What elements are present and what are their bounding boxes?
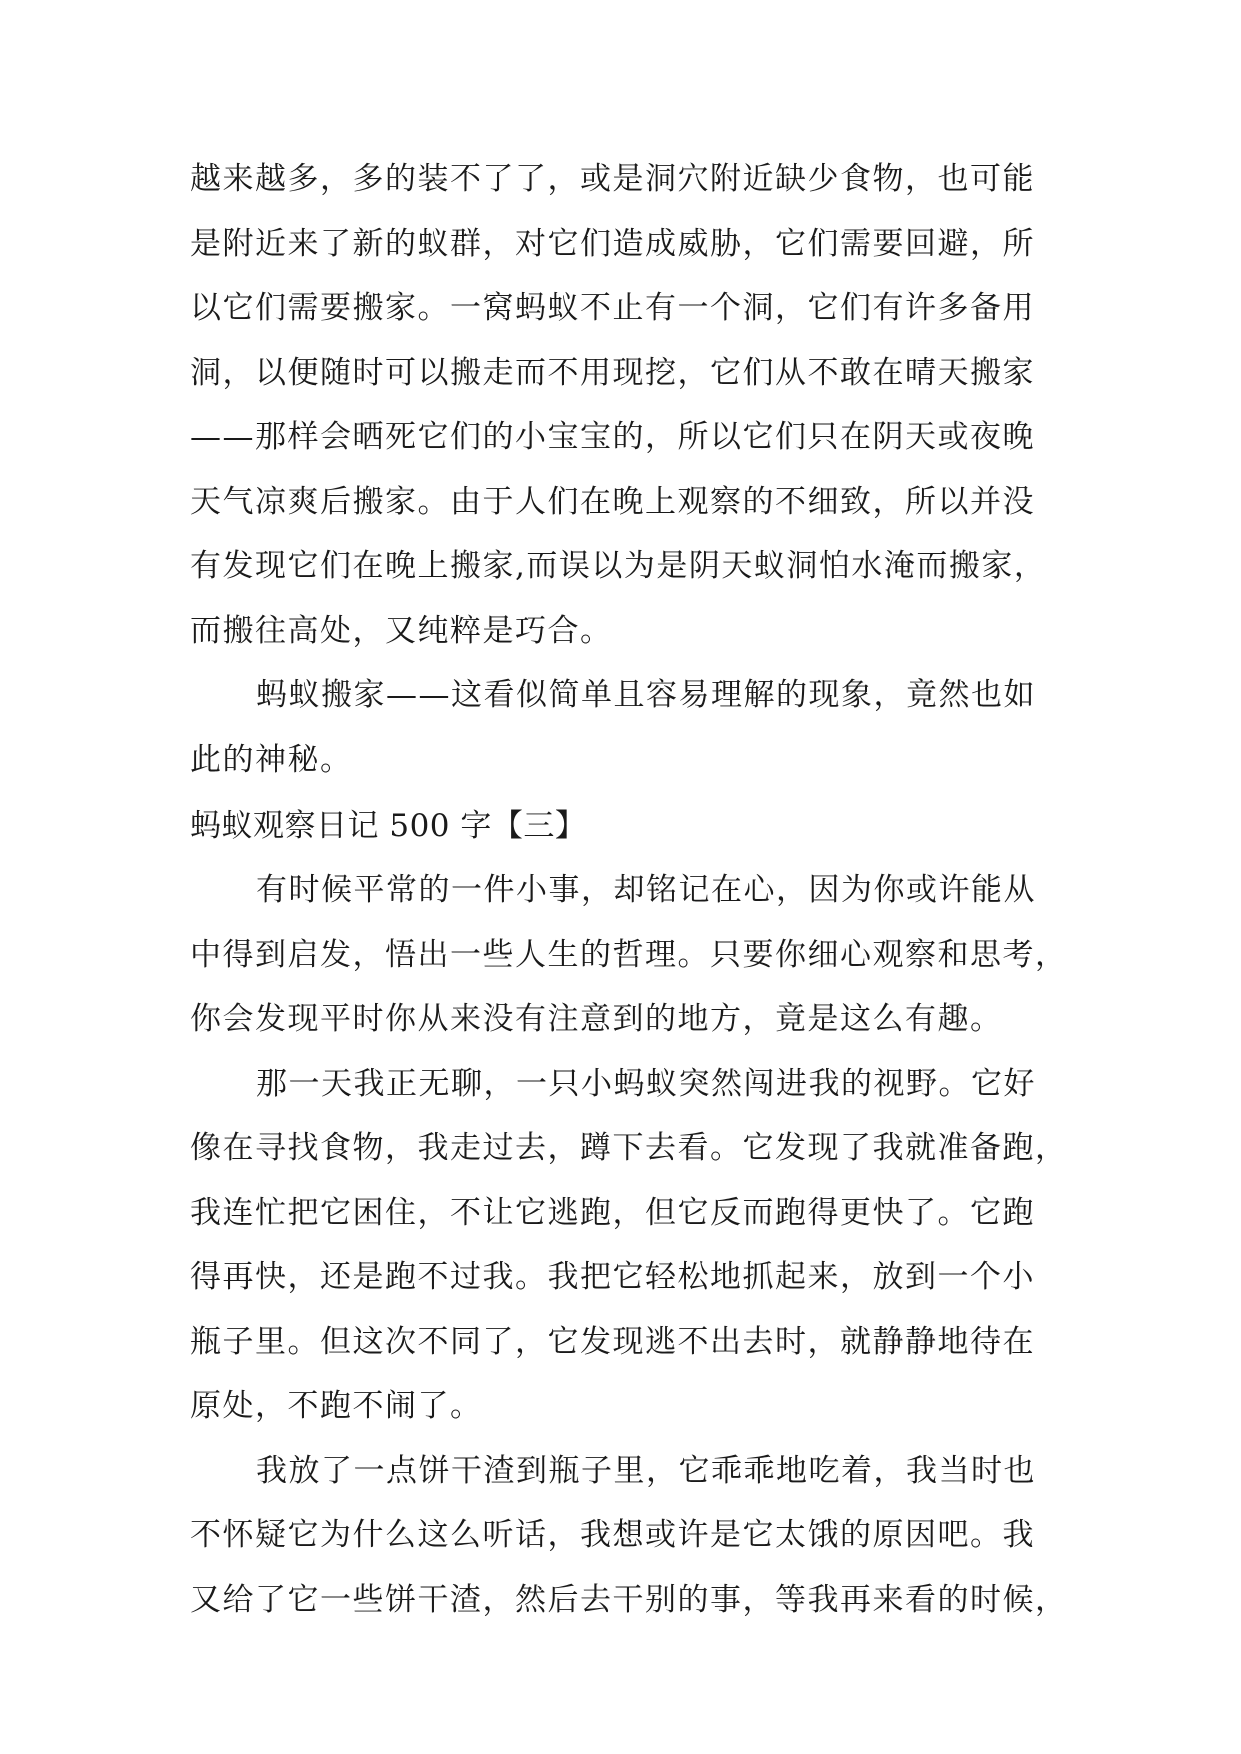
text-line: 此的神秘。: [190, 741, 353, 778]
text-line: 是附近来了新的蚁群，对它们造成威胁，它们需要回避，所: [190, 225, 1035, 262]
text-line: 你会发现平时你从来没有注意到的地方，竟是这么有趣。: [190, 1001, 1003, 1037]
text-line: 越来越多，多的装不了了，或是洞穴附近缺少食物，也可能: [190, 161, 1035, 197]
text-line: 不怀疑它为什么这么听话，我想或许是它太饿的原因吧。我: [190, 1517, 1035, 1553]
section-heading-block: [190, 794, 1052, 859]
body-text-top: [190, 147, 1052, 792]
paragraph-4: [190, 1052, 1068, 1439]
text-line: 我放了一点饼干渣到瓶子里，它乖乖地吃着，我当时也: [256, 1452, 1036, 1489]
text-line: 有发现它们在晚上搬家,而误以为是阴天蚁洞怕水淹而搬家，: [190, 548, 1047, 584]
text-line: 蚂蚁搬家——这看似简单且容易理解的现象，竟然也如: [256, 677, 1036, 713]
text-line: 我连忙把它困住，不让它逃跑，但它反而跑得更快了。它跑: [190, 1194, 1035, 1231]
text-line: 以它们需要搬家。一窝蚂蚁不止有一个洞，它们有许多备用: [190, 290, 1035, 326]
text-line: 瓶子里。但这次不同了，它发现逃不出去时，就静静地待在: [190, 1323, 1035, 1360]
text-line: 中得到启发，悟出一些人生的哲理。只要你细心观察和思考，: [190, 936, 1068, 973]
text-line: 洞，以便随时可以搬走而不用现挖，它们从不敢在晴天搬家: [190, 354, 1035, 391]
text-line: 又给了它一些饼干渣，然后去干别的事，等我再来看的时候，: [190, 1581, 1068, 1618]
section-heading: 蚂蚁观察日记 500 字【三】: [190, 808, 587, 844]
text-line: 得再快，还是跑不过我。我把它轻松地抓起来，放到一个小: [190, 1259, 1035, 1295]
paragraph-3: [190, 858, 1068, 1052]
paragraph-5: [190, 1439, 1068, 1633]
paragraph-2: [190, 663, 1052, 792]
text-line: 像在寻找食物，我走过去，蹲下去看。它发现了我就准备跑，: [190, 1130, 1068, 1166]
text-line: ——那样会晒死它们的小宝宝的，所以它们只在阴天或夜晚: [190, 419, 1035, 455]
paragraph-1: [190, 147, 1052, 663]
text-line: 而搬往高处，又纯粹是巧合。: [190, 612, 613, 649]
text-line: 有时候平常的一件小事，却铭记在心，因为你或许能从: [256, 872, 1036, 908]
text-line: 天气凉爽后搬家。由于人们在晚上观察的不细致，所以并没: [190, 483, 1035, 520]
body-text-bottom: [190, 858, 1068, 1632]
text-line: 那一天我正无聊，一只小蚂蚁突然闯进我的视野。它好: [256, 1065, 1036, 1102]
text-line: 原处，不跑不闹了。: [190, 1388, 483, 1424]
